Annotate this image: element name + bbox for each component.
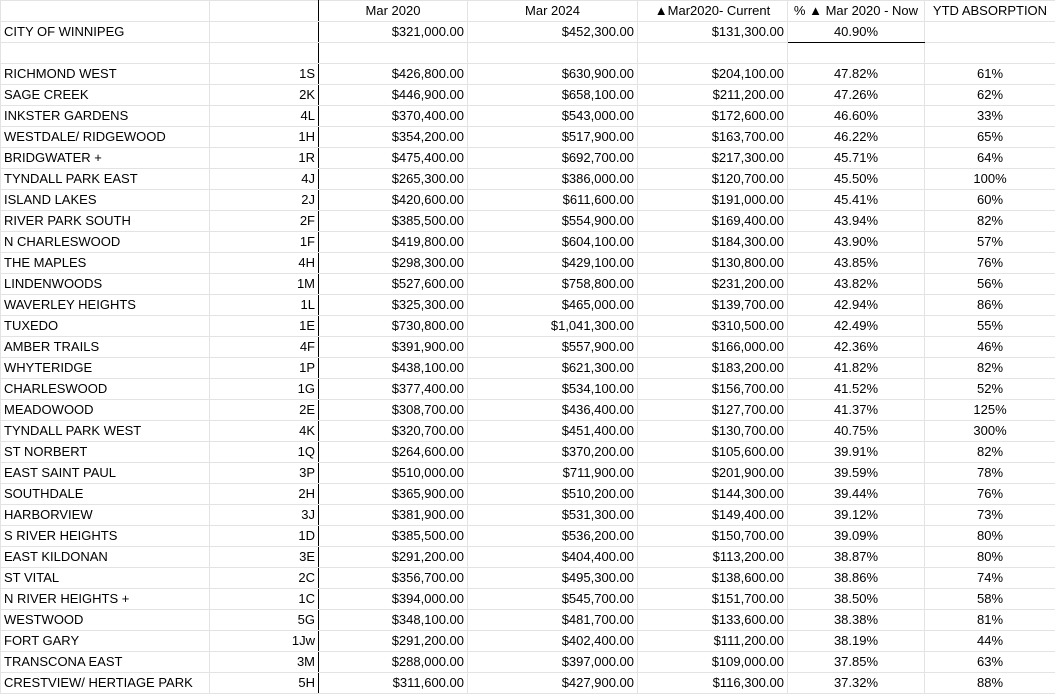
change-value-cell[interactable]: $133,600.00 — [638, 610, 788, 631]
table-row — [1, 463, 1055, 484]
change-value-cell[interactable]: $130,800.00 — [638, 253, 788, 274]
pct-change-cell[interactable]: 42.49% — [788, 316, 925, 337]
mar2024-value-cell[interactable]: $370,200.00 — [468, 442, 638, 463]
city-mar2020-cell[interactable]: $321,000.00 — [319, 22, 468, 43]
neighbourhood-code-cell[interactable]: 4H — [210, 253, 319, 274]
pct-change-cell[interactable]: 42.94% — [788, 295, 925, 316]
neighbourhood-name-cell[interactable]: INKSTER GARDENS — [1, 106, 210, 127]
neighbourhood-code-cell[interactable]: 1F — [210, 232, 319, 253]
pct-change-cell[interactable]: 38.19% — [788, 631, 925, 652]
mar2024-value-cell[interactable]: $402,400.00 — [468, 631, 638, 652]
neighbourhood-name-cell[interactable]: ISLAND LAKES — [1, 190, 210, 211]
mar2024-value-cell[interactable]: $1,041,300.00 — [468, 316, 638, 337]
neighbourhood-name-cell[interactable]: TRANSCONA EAST — [1, 652, 210, 673]
neighbourhood-name-cell[interactable]: SAGE CREEK — [1, 85, 210, 106]
neighbourhood-name-cell[interactable]: WESTWOOD — [1, 610, 210, 631]
mar2020-value-cell[interactable]: $311,600.00 — [319, 673, 468, 694]
mar2024-value-cell[interactable]: $554,900.00 — [468, 211, 638, 232]
mar2024-value-cell[interactable]: $531,300.00 — [468, 505, 638, 526]
pct-change-cell[interactable]: 38.38% — [788, 610, 925, 631]
neighbourhood-name-cell[interactable]: TUXEDO — [1, 316, 210, 337]
pct-change-cell[interactable]: 45.50% — [788, 169, 925, 190]
mar2024-value-cell[interactable]: $465,000.00 — [468, 295, 638, 316]
neighbourhood-name-cell[interactable]: SOUTHDALE — [1, 484, 210, 505]
neighbourhood-name-cell[interactable]: CRESTVIEW/ HERTIAGE PARK — [1, 673, 210, 694]
pct-change-cell[interactable]: 37.32% — [788, 673, 925, 694]
neighbourhood-name-cell[interactable]: WESTDALE/ RIDGEWOOD — [1, 127, 210, 148]
neighbourhood-code-cell[interactable]: 2J — [210, 190, 319, 211]
mar2020-value-cell[interactable]: $527,600.00 — [319, 274, 468, 295]
mar2020-value-cell[interactable]: $438,100.00 — [319, 358, 468, 379]
city-pct-cell[interactable]: 40.90% — [788, 22, 925, 43]
ytd-absorption-cell[interactable]: 73% — [925, 505, 1055, 526]
neighbourhood-code-cell[interactable]: 1G — [210, 379, 319, 400]
ytd-absorption-cell[interactable]: 33% — [925, 106, 1055, 127]
mar2024-value-cell[interactable]: $451,400.00 — [468, 421, 638, 442]
neighbourhood-code-cell[interactable]: 1C — [210, 589, 319, 610]
header-cell-mar2020[interactable]: Mar 2020 — [319, 1, 468, 22]
table-row — [1, 106, 1055, 127]
change-value-cell[interactable]: $127,700.00 — [638, 400, 788, 421]
mar2020-value-cell[interactable]: $510,000.00 — [319, 463, 468, 484]
pct-change-cell[interactable]: 39.09% — [788, 526, 925, 547]
neighbourhood-code-cell[interactable]: 2F — [210, 211, 319, 232]
blank-cell[interactable] — [638, 43, 788, 64]
change-value-cell[interactable]: $201,900.00 — [638, 463, 788, 484]
ytd-absorption-cell[interactable]: 55% — [925, 316, 1055, 337]
mar2024-value-cell[interactable]: $604,100.00 — [468, 232, 638, 253]
pct-change-cell[interactable]: 43.82% — [788, 274, 925, 295]
mar2024-value-cell[interactable]: $545,700.00 — [468, 589, 638, 610]
mar2024-value-cell[interactable]: $543,000.00 — [468, 106, 638, 127]
neighbourhood-code-cell[interactable]: 1L — [210, 295, 319, 316]
blank-cell[interactable] — [1, 43, 210, 64]
ytd-absorption-cell[interactable]: 86% — [925, 295, 1055, 316]
ytd-absorption-cell[interactable]: 60% — [925, 190, 1055, 211]
neighbourhood-name-cell[interactable]: MEADOWOOD — [1, 400, 210, 421]
mar2024-value-cell[interactable]: $510,200.00 — [468, 484, 638, 505]
neighbourhood-code-cell[interactable]: 1Q — [210, 442, 319, 463]
neighbourhood-name-cell[interactable]: TYNDALL PARK EAST — [1, 169, 210, 190]
ytd-absorption-cell[interactable]: 62% — [925, 85, 1055, 106]
change-value-cell[interactable]: $144,300.00 — [638, 484, 788, 505]
neighbourhood-code-cell[interactable]: 4F — [210, 337, 319, 358]
change-value-cell[interactable]: $166,000.00 — [638, 337, 788, 358]
ytd-absorption-cell[interactable]: 57% — [925, 232, 1055, 253]
neighbourhood-code-cell[interactable]: 4L — [210, 106, 319, 127]
ytd-absorption-cell[interactable]: 52% — [925, 379, 1055, 400]
neighbourhood-code-cell[interactable]: 3P — [210, 463, 319, 484]
ytd-absorption-cell[interactable]: 46% — [925, 337, 1055, 358]
mar2020-value-cell[interactable]: $385,500.00 — [319, 526, 468, 547]
neighbourhood-code-cell[interactable]: 1H — [210, 127, 319, 148]
ytd-absorption-cell[interactable]: 76% — [925, 484, 1055, 505]
change-value-cell[interactable]: $111,200.00 — [638, 631, 788, 652]
ytd-absorption-cell[interactable]: 80% — [925, 526, 1055, 547]
change-value-cell[interactable]: $149,400.00 — [638, 505, 788, 526]
table-row — [1, 253, 1055, 274]
neighbourhood-code-cell[interactable]: 1E — [210, 316, 319, 337]
pct-change-cell[interactable]: 47.82% — [788, 64, 925, 85]
mar2020-value-cell[interactable]: $475,400.00 — [319, 148, 468, 169]
neighbourhood-code-cell[interactable]: 1M — [210, 274, 319, 295]
mar2024-value-cell[interactable]: $536,200.00 — [468, 526, 638, 547]
mar2024-value-cell[interactable]: $557,900.00 — [468, 337, 638, 358]
neighbourhood-code-cell[interactable]: 5H — [210, 673, 319, 694]
mar2020-value-cell[interactable]: $426,800.00 — [319, 64, 468, 85]
change-value-cell[interactable]: $169,400.00 — [638, 211, 788, 232]
ytd-absorption-cell[interactable]: 63% — [925, 652, 1055, 673]
blank-cell[interactable] — [468, 43, 638, 64]
pct-change-cell[interactable]: 43.94% — [788, 211, 925, 232]
change-value-cell[interactable]: $211,200.00 — [638, 85, 788, 106]
change-value-cell[interactable]: $150,700.00 — [638, 526, 788, 547]
city-name-cell[interactable]: CITY OF WINNIPEG — [1, 22, 210, 43]
table-row — [1, 232, 1055, 253]
ytd-absorption-cell[interactable]: 58% — [925, 589, 1055, 610]
table-row — [1, 85, 1055, 106]
neighbourhood-code-cell[interactable]: 1Jw — [210, 631, 319, 652]
ytd-absorption-cell[interactable]: 64% — [925, 148, 1055, 169]
header-row — [1, 1, 1055, 22]
city-row — [1, 22, 1055, 43]
ytd-absorption-cell[interactable]: 80% — [925, 547, 1055, 568]
ytd-absorption-cell[interactable]: 81% — [925, 610, 1055, 631]
mar2020-value-cell[interactable]: $420,600.00 — [319, 190, 468, 211]
blank-cell[interactable] — [788, 43, 925, 64]
blank-row — [1, 43, 1055, 64]
mar2020-value-cell[interactable]: $291,200.00 — [319, 547, 468, 568]
neighbourhood-code-cell[interactable]: 1R — [210, 148, 319, 169]
mar2024-value-cell[interactable]: $404,400.00 — [468, 547, 638, 568]
change-value-cell[interactable]: $156,700.00 — [638, 379, 788, 400]
pct-change-cell[interactable]: 38.86% — [788, 568, 925, 589]
table-row — [1, 358, 1055, 379]
ytd-absorption-cell[interactable]: 100% — [925, 169, 1055, 190]
header-cell-name[interactable] — [1, 1, 210, 22]
change-value-cell[interactable]: $113,200.00 — [638, 547, 788, 568]
pct-change-cell[interactable]: 45.71% — [788, 148, 925, 169]
header-cell-mar2024[interactable]: Mar 2024 — [468, 1, 638, 22]
pct-change-cell[interactable]: 39.91% — [788, 442, 925, 463]
ytd-absorption-cell[interactable]: 61% — [925, 64, 1055, 85]
city-mar2024-cell[interactable]: $452,300.00 — [468, 22, 638, 43]
table-row — [1, 316, 1055, 337]
mar2020-value-cell[interactable]: $354,200.00 — [319, 127, 468, 148]
mar2020-value-cell[interactable]: $298,300.00 — [319, 253, 468, 274]
mar2024-value-cell[interactable]: $758,800.00 — [468, 274, 638, 295]
ytd-absorption-cell[interactable]: 78% — [925, 463, 1055, 484]
blank-cell[interactable] — [319, 43, 468, 64]
header-cell-pct[interactable]: % ▲ Mar 2020 - Now — [788, 1, 925, 22]
neighbourhood-name-cell[interactable]: ST NORBERT — [1, 442, 210, 463]
neighbourhood-code-cell[interactable]: 2C — [210, 568, 319, 589]
mar2020-value-cell[interactable]: $288,000.00 — [319, 652, 468, 673]
neighbourhood-name-cell[interactable]: BRIDGWATER + — [1, 148, 210, 169]
mar2020-value-cell[interactable]: $325,300.00 — [319, 295, 468, 316]
change-value-cell[interactable]: $191,000.00 — [638, 190, 788, 211]
neighbourhood-code-cell[interactable]: 2H — [210, 484, 319, 505]
neighbourhood-code-cell[interactable]: 1D — [210, 526, 319, 547]
ytd-absorption-cell[interactable]: 56% — [925, 274, 1055, 295]
mar2024-value-cell[interactable]: $534,100.00 — [468, 379, 638, 400]
mar2020-value-cell[interactable]: $320,700.00 — [319, 421, 468, 442]
pct-change-cell[interactable]: 39.59% — [788, 463, 925, 484]
mar2024-value-cell[interactable]: $517,900.00 — [468, 127, 638, 148]
neighbourhood-code-cell[interactable]: 1S — [210, 64, 319, 85]
mar2024-value-cell[interactable]: $436,400.00 — [468, 400, 638, 421]
blank-cell[interactable] — [925, 43, 1055, 64]
mar2020-value-cell[interactable]: $730,800.00 — [319, 316, 468, 337]
ytd-absorption-cell[interactable]: 300% — [925, 421, 1055, 442]
ytd-absorption-cell[interactable]: 82% — [925, 358, 1055, 379]
change-value-cell[interactable]: $184,300.00 — [638, 232, 788, 253]
table-row — [1, 652, 1055, 673]
neighbourhood-code-cell[interactable]: 2K — [210, 85, 319, 106]
table-row — [1, 127, 1055, 148]
change-value-cell[interactable]: $105,600.00 — [638, 442, 788, 463]
neighbourhood-name-cell[interactable]: TYNDALL PARK WEST — [1, 421, 210, 442]
change-value-cell[interactable]: $130,700.00 — [638, 421, 788, 442]
mar2020-value-cell[interactable]: $365,900.00 — [319, 484, 468, 505]
mar2024-value-cell[interactable]: $481,700.00 — [468, 610, 638, 631]
table-row — [1, 442, 1055, 463]
mar2020-value-cell[interactable]: $381,900.00 — [319, 505, 468, 526]
neighbourhood-name-cell[interactable]: WAVERLEY HEIGHTS — [1, 295, 210, 316]
table-row — [1, 190, 1055, 211]
pct-change-cell[interactable]: 43.85% — [788, 253, 925, 274]
table-row — [1, 673, 1055, 694]
pct-change-cell[interactable]: 38.50% — [788, 589, 925, 610]
header-cell-code[interactable] — [210, 1, 319, 22]
neighbourhood-name-cell[interactable]: LINDENWOODS — [1, 274, 210, 295]
neighbourhood-code-cell[interactable]: 4J — [210, 169, 319, 190]
header-cell-change[interactable]: ▲Mar2020- Current — [638, 1, 788, 22]
table-row — [1, 610, 1055, 631]
ytd-absorption-cell[interactable]: 88% — [925, 673, 1055, 694]
pct-change-cell[interactable]: 41.52% — [788, 379, 925, 400]
table-row — [1, 589, 1055, 610]
neighbourhood-code-cell[interactable]: 5G — [210, 610, 319, 631]
table-row — [1, 631, 1055, 652]
table-row — [1, 169, 1055, 190]
table-row — [1, 64, 1055, 85]
change-value-cell[interactable]: $116,300.00 — [638, 673, 788, 694]
mar2020-value-cell[interactable]: $348,100.00 — [319, 610, 468, 631]
pct-change-cell[interactable]: 41.37% — [788, 400, 925, 421]
neighbourhood-name-cell[interactable]: THE MAPLES — [1, 253, 210, 274]
pct-change-cell[interactable]: 41.82% — [788, 358, 925, 379]
change-value-cell[interactable]: $204,100.00 — [638, 64, 788, 85]
neighbourhood-name-cell[interactable]: WHYTERIDGE — [1, 358, 210, 379]
ytd-absorption-cell[interactable]: 125% — [925, 400, 1055, 421]
pct-change-cell[interactable]: 37.85% — [788, 652, 925, 673]
neighbourhood-name-cell[interactable]: N RIVER HEIGHTS + — [1, 589, 210, 610]
pct-change-cell[interactable]: 46.60% — [788, 106, 925, 127]
ytd-absorption-cell[interactable]: 65% — [925, 127, 1055, 148]
mar2024-value-cell[interactable]: $711,900.00 — [468, 463, 638, 484]
mar2024-value-cell[interactable]: $429,100.00 — [468, 253, 638, 274]
mar2020-value-cell[interactable]: $446,900.00 — [319, 85, 468, 106]
table-row — [1, 421, 1055, 442]
pct-change-cell[interactable]: 42.36% — [788, 337, 925, 358]
change-value-cell[interactable]: $231,200.00 — [638, 274, 788, 295]
mar2020-value-cell[interactable]: $394,000.00 — [319, 589, 468, 610]
pct-change-cell[interactable]: 47.26% — [788, 85, 925, 106]
city-ytd-cell[interactable] — [925, 22, 1055, 43]
table-row — [1, 505, 1055, 526]
table-row — [1, 337, 1055, 358]
change-value-cell[interactable]: $163,700.00 — [638, 127, 788, 148]
neighbourhood-code-cell[interactable]: 3E — [210, 547, 319, 568]
neighbourhood-name-cell[interactable]: EAST SAINT PAUL — [1, 463, 210, 484]
mar2024-value-cell[interactable]: $630,900.00 — [468, 64, 638, 85]
table-row — [1, 526, 1055, 547]
pct-change-cell[interactable]: 40.75% — [788, 421, 925, 442]
table-row — [1, 379, 1055, 400]
table-row — [1, 400, 1055, 421]
neighbourhood-name-cell[interactable]: RICHMOND WEST — [1, 64, 210, 85]
mar2024-value-cell[interactable]: $495,300.00 — [468, 568, 638, 589]
change-value-cell[interactable]: $183,200.00 — [638, 358, 788, 379]
change-value-cell[interactable]: $172,600.00 — [638, 106, 788, 127]
change-value-cell[interactable]: $139,700.00 — [638, 295, 788, 316]
neighbourhood-code-cell[interactable]: 3M — [210, 652, 319, 673]
neighbourhood-name-cell[interactable]: S RIVER HEIGHTS — [1, 526, 210, 547]
neighbourhood-name-cell[interactable]: ST VITAL — [1, 568, 210, 589]
pct-change-cell[interactable]: 43.90% — [788, 232, 925, 253]
neighbourhood-code-cell[interactable]: 4K — [210, 421, 319, 442]
neighbourhood-name-cell[interactable]: RIVER PARK SOUTH — [1, 211, 210, 232]
neighbourhood-name-cell[interactable]: AMBER TRAILS — [1, 337, 210, 358]
change-value-cell[interactable]: $109,000.00 — [638, 652, 788, 673]
mar2020-value-cell[interactable]: $356,700.00 — [319, 568, 468, 589]
table-row — [1, 484, 1055, 505]
pct-change-cell[interactable]: 45.41% — [788, 190, 925, 211]
table-row — [1, 211, 1055, 232]
city-code-cell[interactable] — [210, 22, 319, 43]
ytd-absorption-cell[interactable]: 76% — [925, 253, 1055, 274]
mar2024-value-cell[interactable]: $611,600.00 — [468, 190, 638, 211]
city-change-cell[interactable]: $131,300.00 — [638, 22, 788, 43]
table-row — [1, 568, 1055, 589]
header-cell-ytd[interactable]: YTD ABSORPTION — [925, 1, 1055, 22]
mar2020-value-cell[interactable]: $264,600.00 — [319, 442, 468, 463]
mar2020-value-cell[interactable]: $291,200.00 — [319, 631, 468, 652]
mar2020-value-cell[interactable]: $385,500.00 — [319, 211, 468, 232]
mar2024-value-cell[interactable]: $427,900.00 — [468, 673, 638, 694]
mar2020-value-cell[interactable]: $308,700.00 — [319, 400, 468, 421]
neighbourhood-name-cell[interactable]: FORT GARY — [1, 631, 210, 652]
mar2020-value-cell[interactable]: $419,800.00 — [319, 232, 468, 253]
mar2024-value-cell[interactable]: $658,100.00 — [468, 85, 638, 106]
ytd-absorption-cell[interactable]: 74% — [925, 568, 1055, 589]
change-value-cell[interactable]: $120,700.00 — [638, 169, 788, 190]
neighbourhood-name-cell[interactable]: HARBORVIEW — [1, 505, 210, 526]
mar2024-value-cell[interactable]: $692,700.00 — [468, 148, 638, 169]
pct-change-cell[interactable]: 38.87% — [788, 547, 925, 568]
ytd-absorption-cell[interactable]: 44% — [925, 631, 1055, 652]
neighbourhood-code-cell[interactable]: 3J — [210, 505, 319, 526]
table-row — [1, 295, 1055, 316]
mar2024-value-cell[interactable]: $386,000.00 — [468, 169, 638, 190]
neighbourhood-name-cell[interactable]: N CHARLESWOOD — [1, 232, 210, 253]
neighbourhood-code-cell[interactable]: 1P — [210, 358, 319, 379]
pct-change-cell[interactable]: 46.22% — [788, 127, 925, 148]
table-row — [1, 547, 1055, 568]
change-value-cell[interactable]: $151,700.00 — [638, 589, 788, 610]
pct-change-cell[interactable]: 39.44% — [788, 484, 925, 505]
table-row — [1, 148, 1055, 169]
pct-change-cell[interactable]: 39.12% — [788, 505, 925, 526]
ytd-absorption-cell[interactable]: 82% — [925, 211, 1055, 232]
change-value-cell[interactable]: $217,300.00 — [638, 148, 788, 169]
change-value-cell[interactable]: $138,600.00 — [638, 568, 788, 589]
mar2020-value-cell[interactable]: $391,900.00 — [319, 337, 468, 358]
change-value-cell[interactable]: $310,500.00 — [638, 316, 788, 337]
mar2020-value-cell[interactable]: $265,300.00 — [319, 169, 468, 190]
mar2024-value-cell[interactable]: $397,000.00 — [468, 652, 638, 673]
ytd-absorption-cell[interactable]: 82% — [925, 442, 1055, 463]
blank-cell[interactable] — [210, 43, 319, 64]
neighbourhood-code-cell[interactable]: 2E — [210, 400, 319, 421]
mar2020-value-cell[interactable]: $370,400.00 — [319, 106, 468, 127]
mar2024-value-cell[interactable]: $621,300.00 — [468, 358, 638, 379]
table-row — [1, 274, 1055, 295]
neighbourhood-name-cell[interactable]: EAST KILDONAN — [1, 547, 210, 568]
neighbourhood-name-cell[interactable]: CHARLESWOOD — [1, 379, 210, 400]
mar2020-value-cell[interactable]: $377,400.00 — [319, 379, 468, 400]
